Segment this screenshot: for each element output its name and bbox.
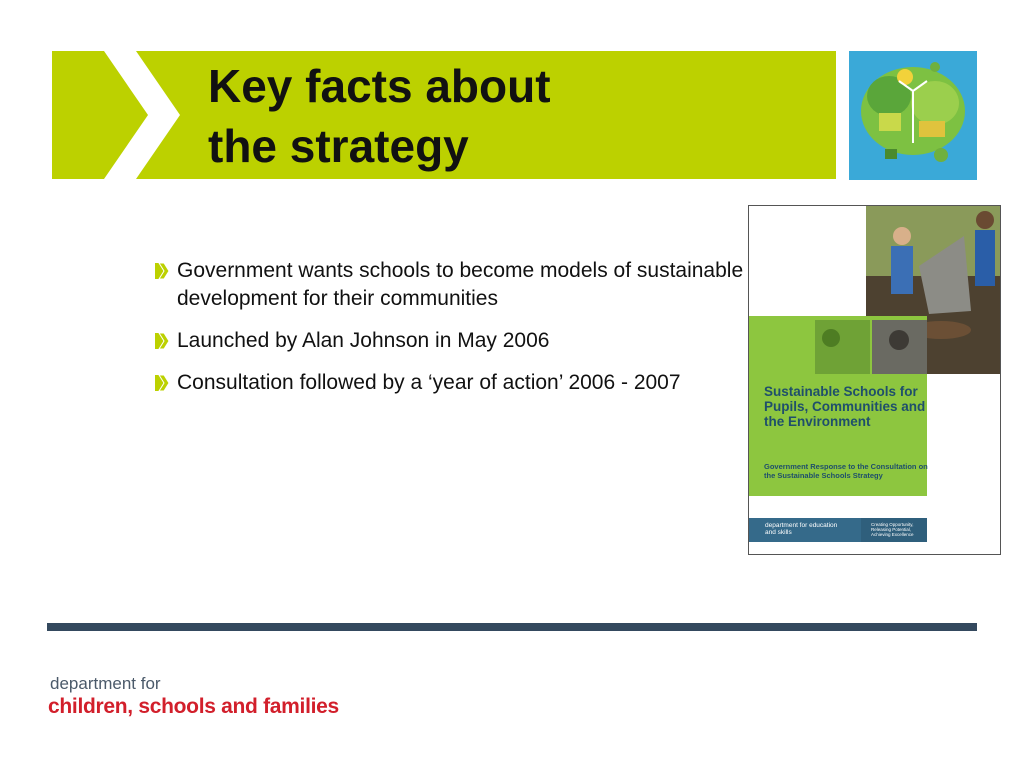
bullet-text: Government wants schools to become models of sustainable development for their communities xyxy=(177,259,744,310)
bullet-chevron-icon xyxy=(155,332,171,350)
footer-divider xyxy=(47,623,977,631)
cover-tagline: Creating Opportunity, Releasing Potential, Achieving Excellence xyxy=(871,522,914,537)
bullet-text: Consultation followed by a ‘year of action’ 2006 - 2007 xyxy=(177,371,681,394)
title-line-1: Key facts about xyxy=(208,60,551,112)
cover-subtitle: Government Response to the Consultation on the Sustainable Schools Strategy xyxy=(764,462,928,480)
chevron-arrows-icon xyxy=(52,51,202,179)
cover-department: department for education and skills xyxy=(765,522,838,536)
environment-collage-icon xyxy=(849,51,977,180)
logo-line-1: department for xyxy=(50,674,161,693)
bullet-item xyxy=(155,369,745,397)
bullet-text: Launched by Alan Johnson in May 2006 xyxy=(177,329,550,352)
cover-title: Sustainable Schools for Pupils, Communities and the Environment xyxy=(764,384,926,429)
report-cover-image xyxy=(748,205,1001,555)
title-line-2: the strategy xyxy=(208,120,469,172)
strategy-illustration xyxy=(849,51,977,180)
header-left-margin xyxy=(10,51,52,179)
bullet-chevron-icon xyxy=(155,374,171,392)
bullet-chevron-icon xyxy=(155,262,171,280)
slide-title xyxy=(208,56,551,176)
report-cover-artwork xyxy=(749,206,1000,554)
bullet-list xyxy=(155,257,745,411)
logo-line-2: children, schools and families xyxy=(48,695,339,718)
bullet-item xyxy=(155,327,567,355)
bullet-item xyxy=(155,257,745,313)
